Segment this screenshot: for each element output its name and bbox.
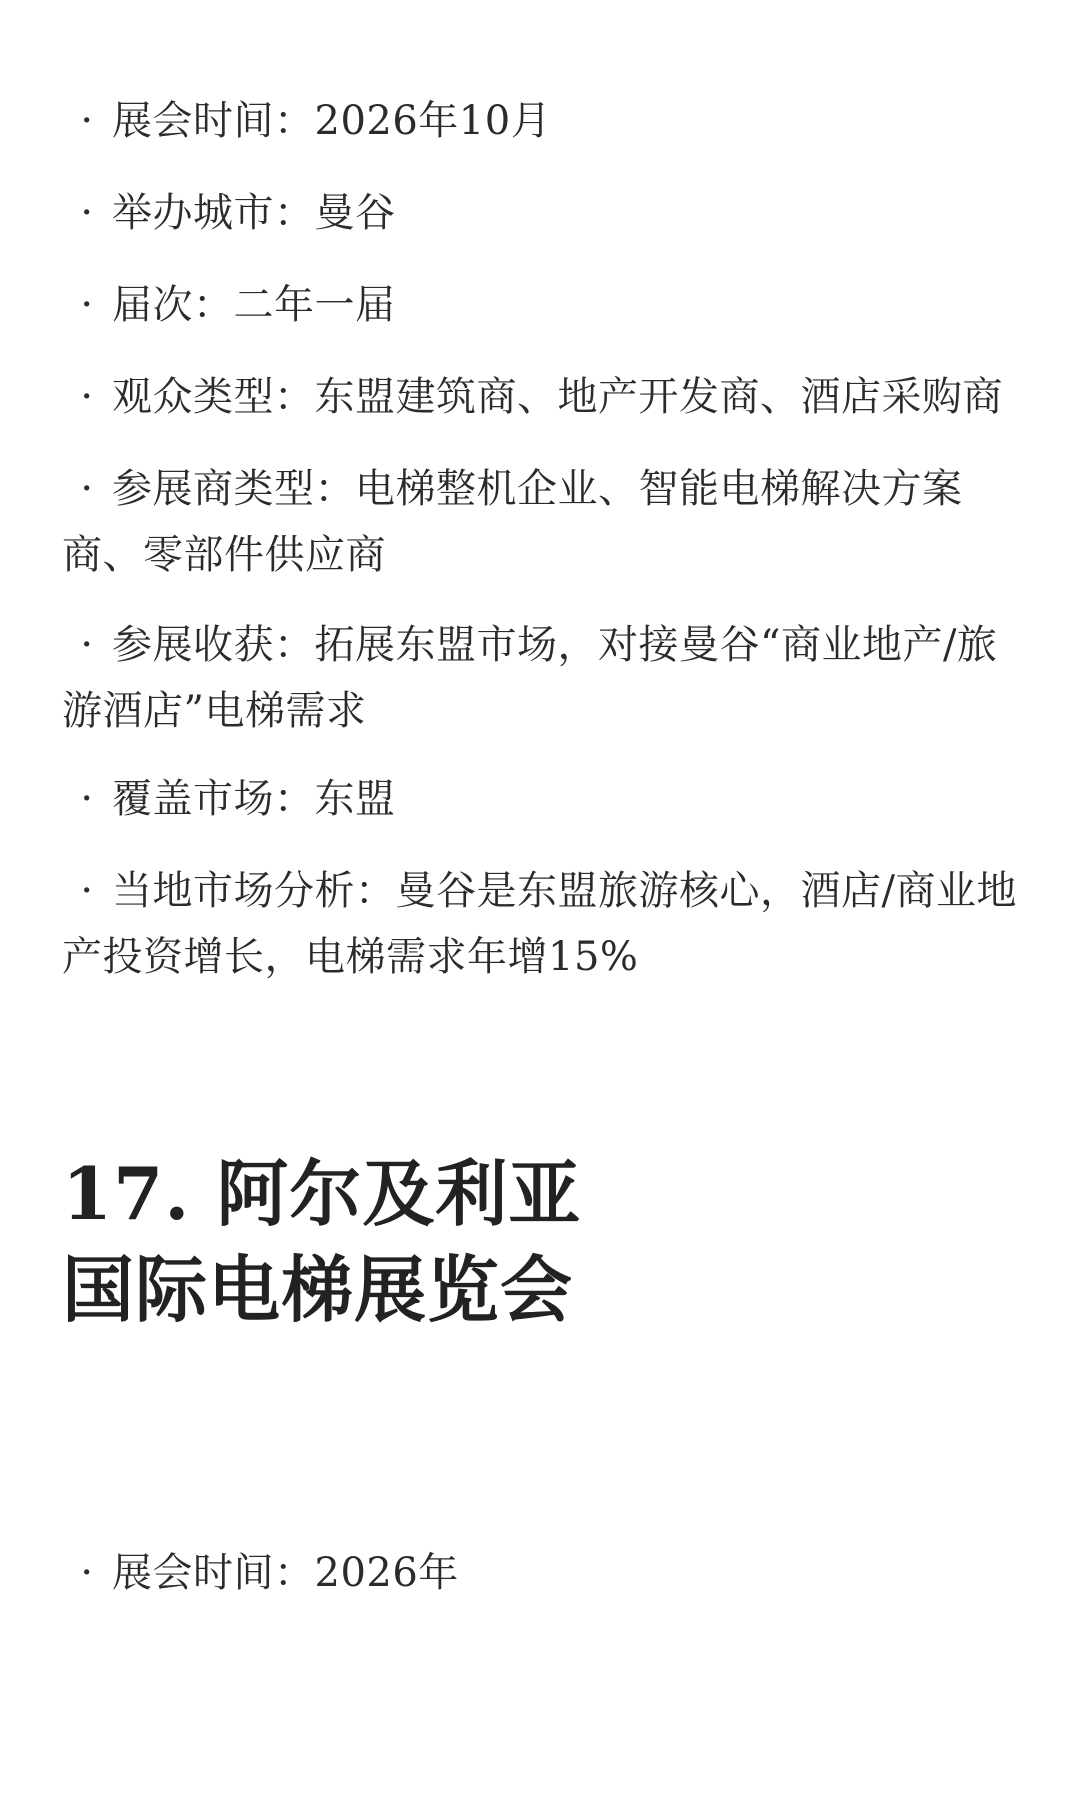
bullet-icon: · — [80, 374, 94, 420]
bullet-icon: · — [80, 98, 94, 144]
item-text: 参展收获：拓展东盟市场，对接曼谷“商业地产/旅游酒店”电梯需求 — [62, 622, 998, 734]
bullet-icon: · — [80, 466, 94, 512]
section-heading — [62, 1146, 1022, 1338]
item-text: 参展商类型：电梯整机企业、智能电梯解决方案商、零部件供应商 — [62, 466, 963, 578]
list-item — [62, 180, 1022, 246]
list-item — [62, 272, 1022, 338]
bullet-icon: · — [80, 190, 94, 236]
list-item — [62, 766, 1022, 832]
item-text: 观众类型：东盟建筑商、地产开发商、酒店采购商 — [112, 374, 1003, 420]
item-text: 展会时间：2026年10月 — [112, 98, 552, 144]
item-text: 当地市场分析：曼谷是东盟旅游核心，酒店/商业地产投资增长，电梯需求年增15% — [62, 868, 1017, 980]
bullet-icon: · — [80, 282, 94, 328]
heading-line-2: 国际电梯展览会 — [62, 1247, 574, 1332]
list-item — [62, 88, 1022, 154]
item-text: 届次：二年一届 — [112, 282, 396, 328]
list-item — [62, 858, 1022, 990]
heading-line-1: 17. 阿尔及利亚 — [62, 1151, 582, 1236]
list-item — [62, 456, 1022, 588]
list-item — [62, 1540, 1022, 1606]
list-item — [62, 612, 1022, 744]
bullet-icon: · — [80, 868, 94, 914]
bullet-icon: · — [80, 622, 94, 668]
item-text: 覆盖市场：东盟 — [112, 776, 396, 822]
bullet-icon: · — [80, 1550, 94, 1596]
bullet-icon: · — [80, 776, 94, 822]
item-text: 展会时间：2026年 — [112, 1550, 459, 1596]
list-item — [62, 364, 1022, 430]
item-text: 举办城市：曼谷 — [112, 190, 396, 236]
